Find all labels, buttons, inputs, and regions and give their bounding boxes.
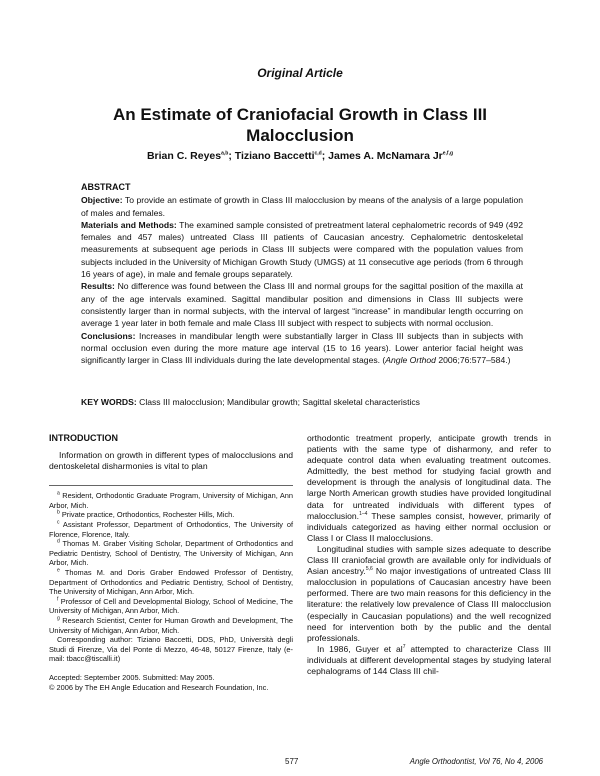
intro-paragraph-2: Longitudinal studies with sample sizes adequate to describe Class III craniofacial growth are available only for individuals of Asian ancestry.$^{5,6}$ No major investigations of untreated Class III malocclusion in populations of Caucasian ancestry have been performed. There are two main reasons for this deficiency in the literature: the relatively low prevalence of Class III malocclusion (especially in Caucasian populations) and the well recognized need for intervention both by the public and the dental professionals. [307,543,551,643]
footnote: $^b$ Private practice, Orthodontics, Rochester Hills, Mich. [57,510,235,520]
footnote-mark: f [57,596,59,603]
author-affiliation: a,b [221,150,229,157]
article-title: An Estimate of Craniofacial Growth in Class III Malocclusion [112,105,488,145]
conclusions-label: Conclusions: [81,330,136,341]
citation-open: ( [380,355,386,366]
reference-mark: 7 [402,643,406,650]
footnote-mark: b [57,510,60,516]
results-label: Results: [81,281,115,292]
author-affiliation: e,f,g [442,150,454,157]
footnote-mark: e [57,567,60,574]
page-number: 577 [285,757,299,766]
footnote: $^e$ Thomas M. and Doris Graber Endowed Professor of Dentistry, Department of Orthodontics and Pediatric Dentistry, School of Dentistry, The University of Michigan, Ann Arbor, Mich. [49,567,293,597]
introduction-heading: INTRODUCTION [49,433,118,443]
corresponding-author: Corresponding author: Tiziano Baccetti, DDS, PhD, Università degli Studi di Firenze, Via del Ponte di Mezzo, 46-48, 50127 Firenze, Italy (e-mail: tbacc@tiscalli.it) [49,635,293,664]
abstract-conclusions [81,330,523,367]
footnote: $^g$ Research Scientist, Center for Human Growth and Development, The University of Michigan, Ann Arbor, Mich. [49,615,293,635]
conclusions-text: Increases in mandibular length were substantially larger in Class III subjects than in subjects with normal occlusion even during the more mature age interval (15 to 16 years). Lower anterior facial height was significantly larger in Class III individuals during the late developmental stages. [81,330,523,366]
footnote: $^f$ Professor of Cell and Developmental Biology, School of Medicine, The University of Michigan, Ann Arbor, Mich. [49,596,293,616]
intro-paragraph-continued: orthodontic treatment properly, anticipate growth trends in patients with the same type of disharmony, and refer to adequate control data when evaluating treatment outcomes. Admittedly, the best method for studying facial growth and development is through the analysis of longitudinal data. The large North American growth studies have provided longitudinal data for untreated individuals with different types of malocclusion.$^{1-4}$ These samples consist, however, primarily of individuals categorized as having either normal occlusion or Class I or Class II malocclusions. [307,433,551,543]
citation-ref: 2006;76:577–584.) [435,355,511,366]
author-separator: ; [321,150,329,162]
footnote-mark: c [57,519,60,526]
objective-text: To provide an estimate of growth in Class III malocclusion by means of the analysis of a large population of males and females. [81,195,524,218]
footnote: $^a$ Resident, Orthodontic Graduate Program, University of Michigan, Ann Arbor, Mich. [49,490,293,510]
keywords-label: KEY WORDS: [81,397,137,407]
author-affiliation: c,d [314,150,322,157]
abstract-methods [81,219,523,280]
abstract-objective [81,194,523,219]
objective-label: Objective: [81,195,123,206]
affiliation-footnotes [49,485,293,664]
methods-text: The examined sample consisted of pretreatment lateral cephalometric records of 949 (492 females and 457 males) untreated Class III patients of Caucasian ancestry. Cephalometric dentoskeletal measurements at subsequent age periods in Class III subjects were compared with the population values from subjects included in the University of Michigan Growth Study (UMGS) at 11 consecutive age periods (from 6 through 16 years of age), in male and female groups separately. [81,219,523,280]
methods-label: Materials and Methods: [81,219,177,230]
author-name: Brian C. Reyes [146,150,222,162]
author-list [0,150,600,162]
abstract [81,181,523,366]
footnote: $^c$ Assistant Professor, Department of Orthodontics, The University of Florence, Florence, Italy. [49,519,293,539]
section-label: Original Article [257,66,343,80]
copyright: © 2006 by The EH Angle Education and Research Foundation, Inc. [49,682,269,692]
results-text: No difference was found between the Class III and normal groups for the sagittal position of the maxilla at any of the age intervals examined. Sagittal mandibular position and dimensions in Class III subjects were consistently larger than in normal subjects, with the interval of largest “increase” in mandibular length occurring on average 1 year later in both female and male Class III subject with respect to subjects with normal occlusion. [81,281,524,329]
author-separator: ; [228,150,235,162]
accepted-submitted: Accepted: September 2005. Submitted: May 2005. [49,672,215,682]
intro-paragraph-3: In 1986, Guyer et $al^7$ attempted to characterize Class III individuals at different developmental stages by studying lateral cephalograms of 144 Class III chil- [307,643,551,676]
reference-mark: 1–4 [359,510,368,517]
publication-dates [49,673,293,692]
author-name: James A. McNamara Jr [328,150,443,162]
keywords-text: Class III malocclusion; Mandibular growth; Sagittal skeletal characteristics [139,397,420,407]
author-name: Tiziano Baccetti [234,150,315,162]
citation-journal: Angle Orthod [385,355,436,366]
abstract-results [81,280,523,329]
left-column [49,433,293,692]
intro-paragraph-1: Information on growth in different types of malocclusions and dentoskeletal disharmonies is vital to plan [49,450,293,472]
footnote-mark: g [57,615,60,622]
abstract-heading: ABSTRACT [81,182,131,192]
footnote: $^d$ Thomas M. Graber Visiting Scholar, Department of Orthodontics and Pediatric Dentistry, School of Dentistry, The University of Michigan, Ann Arbor, Mich. [49,538,293,568]
right-column [307,433,551,677]
reference-mark: 5,6 [365,566,373,573]
running-footer: Angle Orthodontist, Vol 76, No 4, 2006 [409,757,543,766]
keywords [81,397,531,407]
footnote-mark: a [57,490,60,497]
footnote-mark: d [57,538,60,545]
